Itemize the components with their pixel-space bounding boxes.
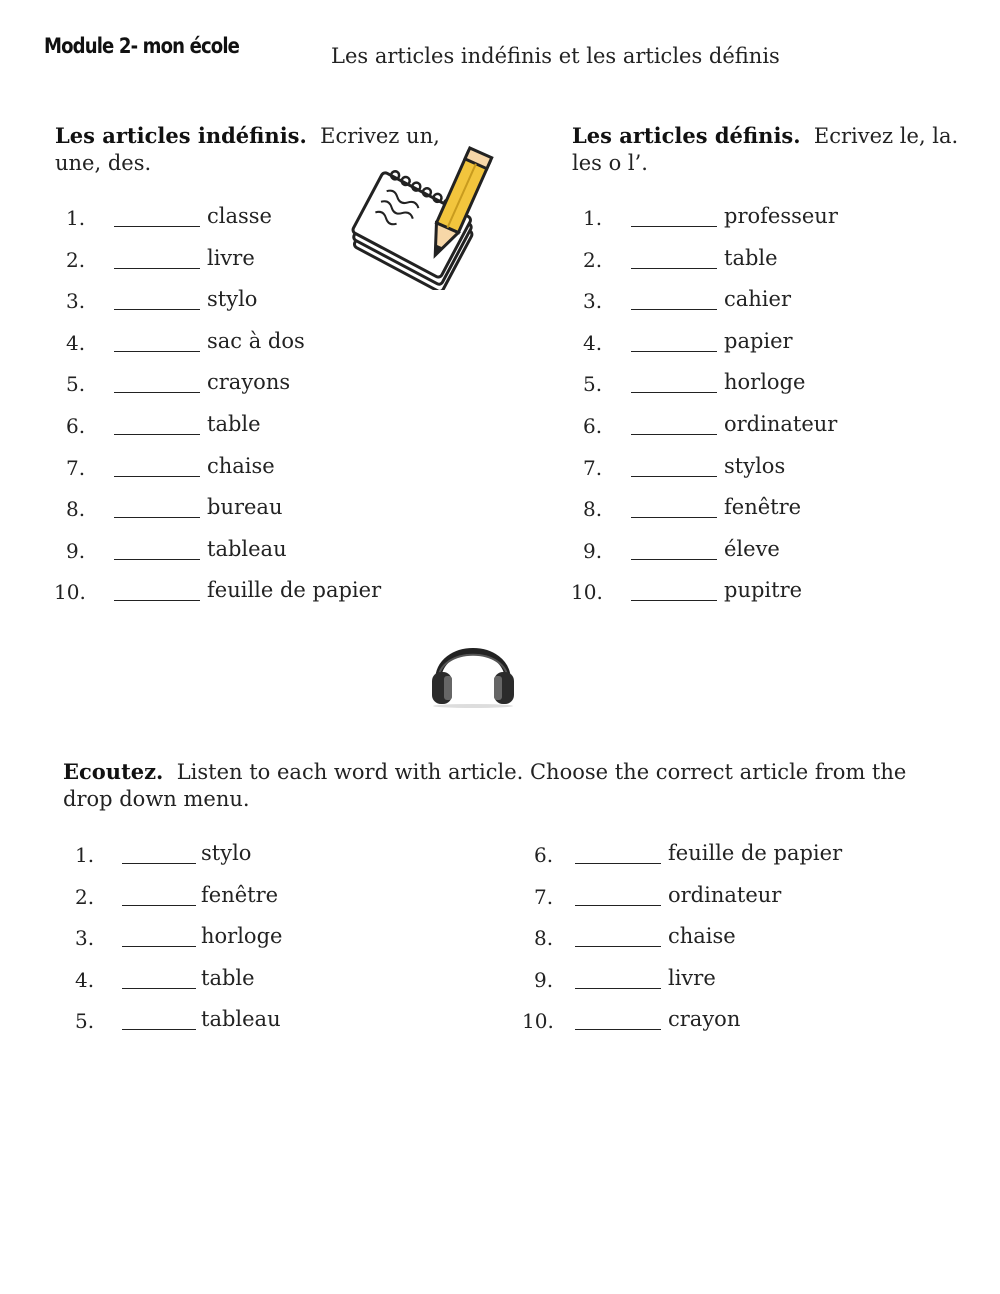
item-number: 5.: [66, 372, 86, 397]
answer-blank[interactable]: [122, 905, 196, 906]
item-number: 10.: [54, 580, 86, 605]
item-number: 3.: [75, 926, 95, 951]
answer-blank[interactable]: [122, 1029, 196, 1030]
item-word: horloge: [724, 370, 806, 395]
answer-blank[interactable]: [114, 517, 200, 518]
listening-heading-bold: Ecoutez.: [63, 759, 164, 784]
indefinite-heading-bold: Les articles indéfinis.: [55, 123, 307, 148]
item-number: 4.: [75, 967, 95, 992]
answer-blank[interactable]: [631, 434, 717, 435]
answer-blank[interactable]: [631, 268, 717, 269]
answer-blank[interactable]: [575, 946, 661, 947]
notepad-pencil-icon: [346, 144, 494, 290]
listening-instruction-2: drop down menu.: [63, 787, 250, 811]
definite-instruction-2: les o l’.: [572, 151, 648, 175]
definite-heading: [572, 122, 958, 177]
item-number: 7.: [534, 884, 554, 909]
item-number: 6.: [583, 414, 603, 438]
answer-blank[interactable]: [122, 863, 196, 864]
item-number: 1.: [75, 843, 95, 867]
item-word: chaise: [668, 924, 736, 949]
answer-blank[interactable]: [122, 946, 196, 947]
item-number: 3.: [66, 289, 86, 314]
item-number: 8.: [583, 497, 603, 522]
answer-blank[interactable]: [631, 517, 717, 518]
item-word: cahier: [724, 287, 791, 312]
item-word: crayon: [668, 1007, 741, 1032]
item-word: tableau: [207, 536, 287, 561]
item-word: feuille de papier: [668, 841, 843, 865]
item-word: éleve: [724, 536, 780, 561]
page-subtitle: Les articles indéfinis et les articles définis: [331, 44, 780, 68]
item-number: 6.: [66, 414, 86, 438]
answer-blank[interactable]: [114, 268, 200, 269]
item-number: 2.: [75, 884, 95, 909]
item-word: classe: [207, 204, 272, 228]
answer-blank[interactable]: [631, 309, 717, 310]
item-number: 10.: [571, 580, 603, 605]
answer-blank[interactable]: [114, 476, 200, 477]
item-word: stylo: [201, 841, 252, 865]
item-word: feuille de papier: [207, 578, 382, 603]
answer-blank[interactable]: [631, 600, 717, 601]
item-word: ordinateur: [668, 882, 782, 907]
answer-blank[interactable]: [631, 476, 717, 477]
answer-blank[interactable]: [114, 309, 200, 310]
item-word: table: [201, 965, 255, 990]
item-number: 7.: [583, 455, 603, 480]
item-word: pupitre: [724, 578, 803, 603]
item-word: horloge: [201, 924, 283, 949]
item-number: 2.: [583, 247, 603, 272]
answer-blank[interactable]: [114, 351, 200, 352]
indefinite-instruction-1: Ecrivez un,: [320, 124, 440, 148]
item-word: crayons: [207, 370, 291, 395]
headphones-icon: [428, 626, 518, 710]
answer-blank[interactable]: [631, 226, 717, 227]
item-number: 10.: [522, 1009, 554, 1034]
answer-blank[interactable]: [575, 1029, 661, 1030]
item-number: 9.: [583, 538, 603, 563]
item-number: 9.: [66, 538, 86, 563]
answer-blank[interactable]: [114, 392, 200, 393]
answer-blank[interactable]: [122, 988, 196, 989]
answer-blank[interactable]: [114, 434, 200, 435]
item-number: 4.: [583, 330, 603, 355]
answer-blank[interactable]: [114, 600, 200, 601]
item-number: 3.: [583, 289, 603, 314]
item-word: sac à dos: [207, 328, 305, 353]
answer-blank[interactable]: [631, 559, 717, 560]
listening-instruction-1: Listen to each word with article. Choose the correct article from the: [176, 760, 907, 784]
item-word: professeur: [724, 204, 838, 228]
item-number: 8.: [534, 926, 554, 951]
item-word: table: [207, 412, 261, 436]
answer-blank[interactable]: [575, 988, 661, 989]
item-number: 6.: [534, 843, 554, 867]
item-number: 5.: [75, 1009, 95, 1034]
module-title: Module 2- mon école: [44, 34, 240, 58]
item-word: stylo: [207, 287, 258, 312]
item-number: 4.: [66, 330, 86, 355]
item-number: 9.: [534, 967, 554, 992]
indefinite-instruction-2: une, des.: [55, 151, 152, 175]
item-word: bureau: [207, 495, 283, 520]
item-word: fenêtre: [724, 495, 802, 520]
answer-blank[interactable]: [114, 226, 200, 227]
item-number: 1.: [66, 206, 86, 230]
answer-blank[interactable]: [631, 392, 717, 393]
definite-heading-bold: Les articles définis.: [572, 123, 801, 148]
item-word: chaise: [207, 453, 275, 478]
item-word: papier: [724, 328, 793, 353]
item-word: table: [724, 245, 778, 270]
item-number: 1.: [583, 206, 603, 230]
answer-blank[interactable]: [114, 559, 200, 560]
item-word: fenêtre: [201, 882, 279, 907]
item-number: 2.: [66, 247, 86, 272]
item-number: 8.: [66, 497, 86, 522]
item-word: stylos: [724, 453, 786, 478]
listening-heading: [63, 758, 906, 813]
definite-instruction-1: Ecrivez le, la.: [813, 124, 959, 148]
item-word: livre: [207, 245, 255, 270]
item-word: livre: [668, 965, 716, 990]
item-word: tableau: [201, 1007, 281, 1032]
item-number: 7.: [66, 455, 86, 480]
item-number: 5.: [583, 372, 603, 397]
answer-blank[interactable]: [575, 905, 661, 906]
answer-blank[interactable]: [631, 351, 717, 352]
answer-blank[interactable]: [575, 863, 661, 864]
item-word: ordinateur: [724, 412, 838, 436]
